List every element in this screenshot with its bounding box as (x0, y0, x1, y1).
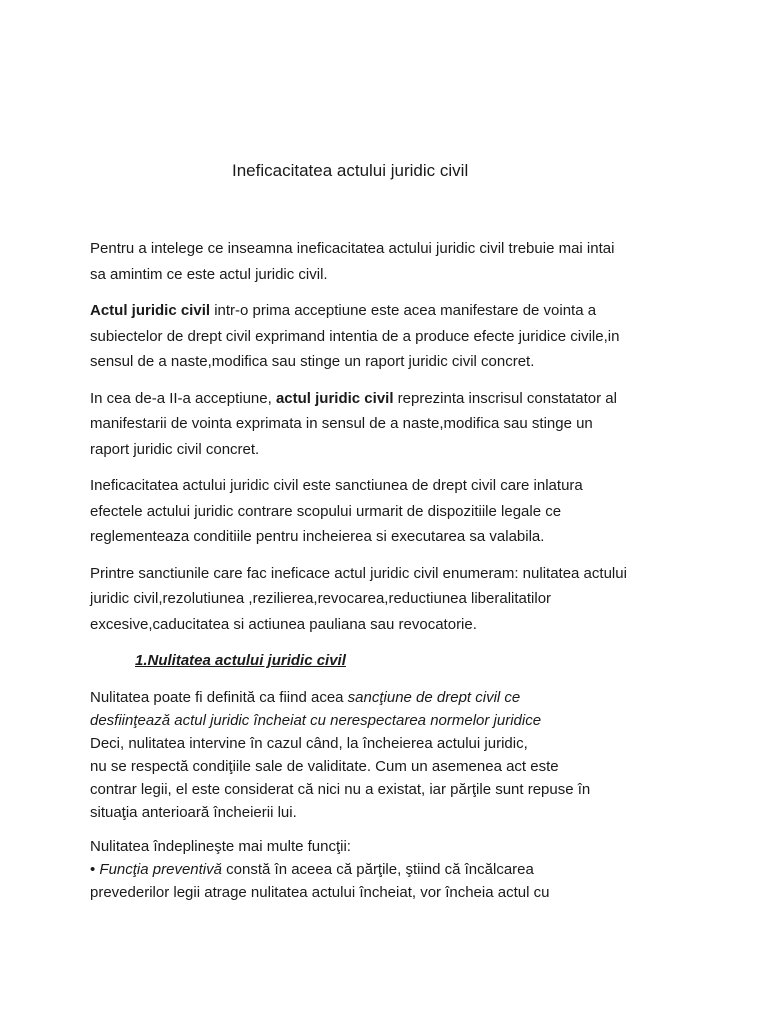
text-line (90, 686, 690, 709)
text-line (90, 858, 690, 881)
bold-term: Actul juridic civil (90, 302, 211, 319)
text-run: constă în aceea că părţile, ştiind că încălcarea (222, 860, 534, 878)
text-line: manifestarii de vointa exprimata in sensul de a naste,modifica sau stinge un (90, 415, 593, 432)
text-line: desfiinţează actul juridic încheiat cu nerespectarea normelor juridice (90, 711, 542, 729)
paragraph-definition-2 (90, 386, 690, 463)
text-line: reglementeaza conditiile pentru incheierea si executarea sa valabila. (90, 528, 545, 545)
document-title: Ineficacitatea actului juridic civil (232, 161, 469, 180)
text-line: Pentru a intelege ce inseamna ineficacitatea actului juridic civil trebuie mai intai (90, 240, 615, 257)
text-run: reprezinta inscrisul constatator al (393, 389, 617, 407)
text-line: Deci, nulitatea intervine în cazul când, la încheierea actului juridic, (90, 734, 528, 752)
text-line: raport juridic civil concret. (90, 440, 260, 458)
text-run: intr-o prima acceptiune este acea manifestare de vointa a (210, 302, 597, 319)
bullet-icon: • (90, 860, 100, 878)
text-run: In cea de-a II-a acceptiune, (90, 389, 276, 407)
paragraph-definition-1 (90, 298, 690, 375)
paragraph-sanctiuni (90, 561, 690, 638)
text-line: Printre sanctiunile care fac ineficace actul juridic civil enumeram: nulitatea actului (90, 564, 627, 582)
text-line (90, 298, 690, 324)
text-line (90, 386, 690, 412)
text-line: Ineficacitatea actului juridic civil este sanctiunea de drept civil care inlatura (90, 477, 583, 494)
text-line: nu se respectă condiţiile sale de validitate. Cum un asemenea act este (90, 757, 559, 775)
text-line: prevederilor legii atrage nulitatea actului încheiat, vor încheia actul cu (90, 883, 550, 901)
text-line: sa amintim ce este actul juridic civil. (90, 265, 328, 283)
italic-run: sancţiune de drept civil ce (347, 688, 521, 706)
document-body (90, 236, 690, 915)
text-line: sensul de a naste,modifica sau stinge un raport juridic civil concret. (90, 353, 535, 370)
text-line: contrar legii, el este considerat că nici nu a existat, iar părţile sunt repuse în (90, 780, 591, 798)
bold-term: actul juridic civil (275, 389, 394, 407)
text-line: Nulitatea îndeplineşte mai multe funcţii: (90, 837, 351, 855)
section-heading: 1.Nulitatea actului juridic civil (135, 652, 346, 669)
paragraph-intro (90, 236, 690, 287)
italic-run: Funcţia preventivă (99, 860, 222, 878)
paragraph-nulitate (90, 686, 690, 824)
text-line: situaţia anterioară încheierii lui. (90, 803, 297, 821)
paragraph-ineficacitate (90, 473, 690, 550)
text-line: efectele actului juridic contrare scopului urmarit de dispozitiile legale ce (90, 502, 562, 520)
text-line: subiectelor de drept civil exprimand intentia de a produce efecte juridice civile,in (90, 327, 620, 345)
text-run: Nulitatea poate fi definită ca fiind acea (90, 688, 348, 706)
text-line: excesive,caducitatea si actiunea pauliana sau revocatorie. (90, 615, 477, 633)
text-line: juridic civil,rezolutiunea ,rezilierea,revocarea,reductiunea liberalitatilor (90, 590, 552, 607)
paragraph-functii (90, 835, 690, 904)
